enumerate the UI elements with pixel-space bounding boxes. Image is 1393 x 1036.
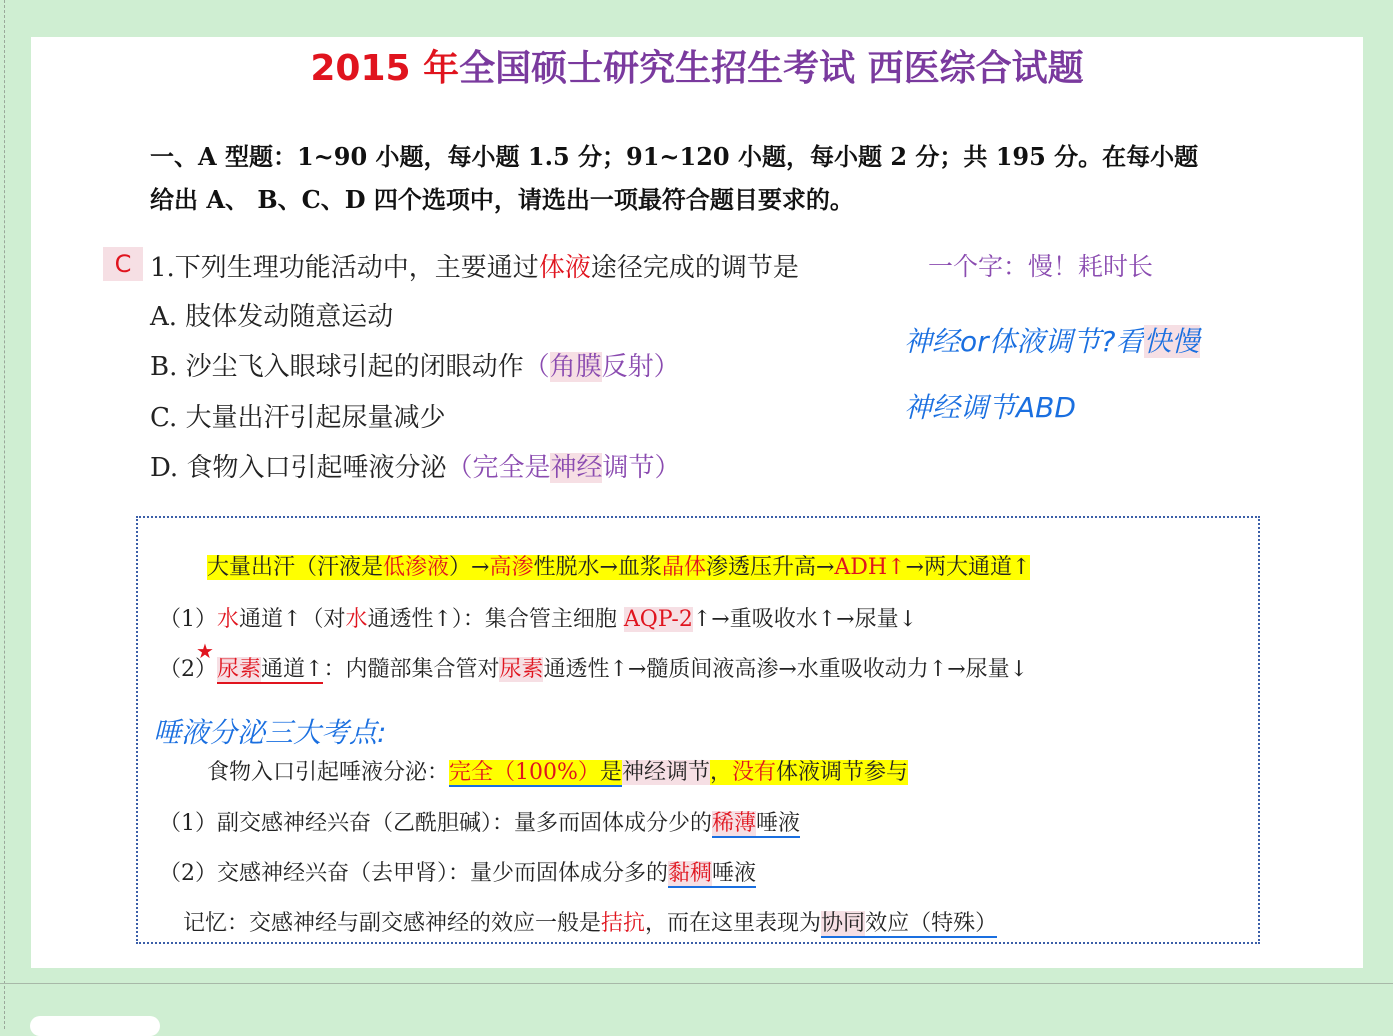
option-d-note-key: 神经 — [550, 453, 603, 483]
r2-g: ↑→重吸收水↑→尿量↓ — [692, 607, 918, 632]
option-b — [150, 346, 680, 383]
option-c: C. 大量出汗引起尿量减少 — [150, 403, 446, 433]
r1-f: 脱水→血浆 — [555, 555, 662, 580]
instruction-line-1: 一、A 型题：1~90 小题，每小题 1.5 分；91~120 小题，每小题 2 分；共 195 分。在每小题 — [150, 142, 1199, 171]
r3-c: 通道↑ — [261, 657, 324, 682]
r1-j: →两大通道↑ — [905, 555, 1031, 580]
option-d — [150, 447, 681, 484]
r4-e: ， — [709, 760, 732, 785]
box-row-sympathetic — [159, 856, 756, 887]
r1-a: 大量出汗（汗液是 — [207, 555, 384, 580]
r4-a: 食物入口引起唾液分泌： — [207, 760, 450, 785]
r3-d: ：内髓部集合管对 — [323, 657, 500, 682]
footer-divider — [0, 983, 1393, 984]
side-note-fast-slow-pre: 神经or体液调节?看 — [904, 325, 1144, 358]
r1-crystal: 晶体 — [661, 555, 706, 580]
r2-aqp2: AQP-2 — [623, 607, 693, 632]
answer-mark: C — [103, 247, 143, 281]
r5-c: 唾液 — [756, 811, 801, 836]
r4-neural: 神经调节 — [621, 760, 710, 785]
r5-a: （1）副交感神经兴奋（乙酰胆碱）：量多而固体成分少的 — [159, 811, 712, 836]
r6-c: 唾液 — [712, 861, 757, 886]
box-row-sweating — [207, 550, 1030, 581]
r7-e: 效应（特殊） — [865, 911, 998, 936]
r7-synergy: 协同 — [821, 911, 866, 936]
star-icon: ★ — [196, 639, 214, 663]
box-row-saliva-intro — [207, 755, 908, 786]
question-stem-pre: 1.下列生理功能活动中，主要通过 — [150, 253, 539, 283]
r3-f: 通透性↑→髓质间液高渗→水重吸收动力↑→尿量↓ — [543, 657, 1029, 682]
r4-c: 是 — [599, 760, 622, 785]
r1-c: ）→ — [449, 555, 490, 580]
r3-urea: 尿素 — [217, 657, 262, 682]
side-note-neural-abd: 神经调节ABD — [904, 391, 1076, 424]
box-row-parasympathetic — [159, 806, 800, 837]
side-note-fast-slow-key: 快慢 — [1143, 325, 1200, 358]
question-stem-key: 体液 — [538, 253, 591, 283]
option-b-text: B. 沙尘飞入眼球引起的闭眼动作 — [150, 352, 524, 382]
option-b-note-key: 角膜 — [549, 352, 602, 382]
r2-water: 水 — [217, 607, 240, 632]
box-row-water-channel — [159, 602, 917, 633]
question-stem-post: 途径完成的调节是 — [590, 253, 799, 283]
side-note-fast-slow — [904, 320, 1200, 360]
instruction-line-2: 给出 A、 B、C、D 四个选项中，请选出一项最符合题目要求的。 — [150, 185, 854, 214]
r1-adh: ADH↑ — [834, 555, 906, 580]
r1-hypotonic: 低渗液 — [383, 555, 450, 580]
r2-c: 通道↑（对 — [239, 607, 346, 632]
page-title — [31, 40, 1363, 91]
r6-a: （2）交感神经兴奋（去甲肾）：量少而固体成分多的 — [159, 861, 668, 886]
box-row-memory — [183, 906, 997, 937]
r5-thin: 稀薄 — [712, 811, 757, 836]
r4-g: 体液调节参与 — [775, 760, 908, 785]
box-row-urea-channel — [159, 652, 1028, 683]
option-d-note-rest: 调节） — [602, 453, 681, 483]
saliva-heading: 唾液分泌三大考点: — [153, 716, 387, 749]
r2-a: （1） — [159, 607, 217, 632]
r4-none: 没有 — [731, 760, 776, 785]
question-stem — [150, 247, 799, 284]
title-year: 2015 年 — [310, 48, 460, 89]
r3-urea-2: 尿素 — [499, 657, 544, 682]
r1-e: 性 — [533, 555, 556, 580]
r7-c: ，而在这里表现为 — [645, 911, 822, 936]
left-margin-strip — [0, 0, 5, 1029]
option-d-note-open: （完全是 — [446, 453, 551, 483]
r3-a: （2） — [159, 657, 217, 682]
r7-antagonism: 拮抗 — [601, 911, 646, 936]
document-page — [31, 37, 1363, 968]
title-main: 全国硕士研究生招生考试 西医综合试题 — [459, 48, 1084, 89]
option-a: A. 肢体发动随意运动 — [150, 302, 394, 332]
r1-hypertonic: 高渗 — [489, 555, 534, 580]
r2-e: 通透性↑）：集合管主细胞 — [367, 607, 624, 632]
r4-complete: 完全（100%） — [449, 760, 600, 785]
r6-viscous: 黏稠 — [668, 861, 713, 886]
r2-water-2: 水 — [345, 607, 368, 632]
option-b-note-open: （ — [523, 352, 550, 382]
r1-h: 渗透压升高→ — [705, 555, 835, 580]
option-b-note-rest: 反射） — [601, 352, 680, 382]
r7-a: 记忆：交感神经与副交感神经的效应一般是 — [183, 911, 602, 936]
side-note-slow: 一个字：慢！耗时长 — [928, 252, 1154, 281]
bottom-pill — [30, 1016, 160, 1036]
option-d-text: D. 食物入口引起唾液分泌 — [150, 453, 447, 483]
